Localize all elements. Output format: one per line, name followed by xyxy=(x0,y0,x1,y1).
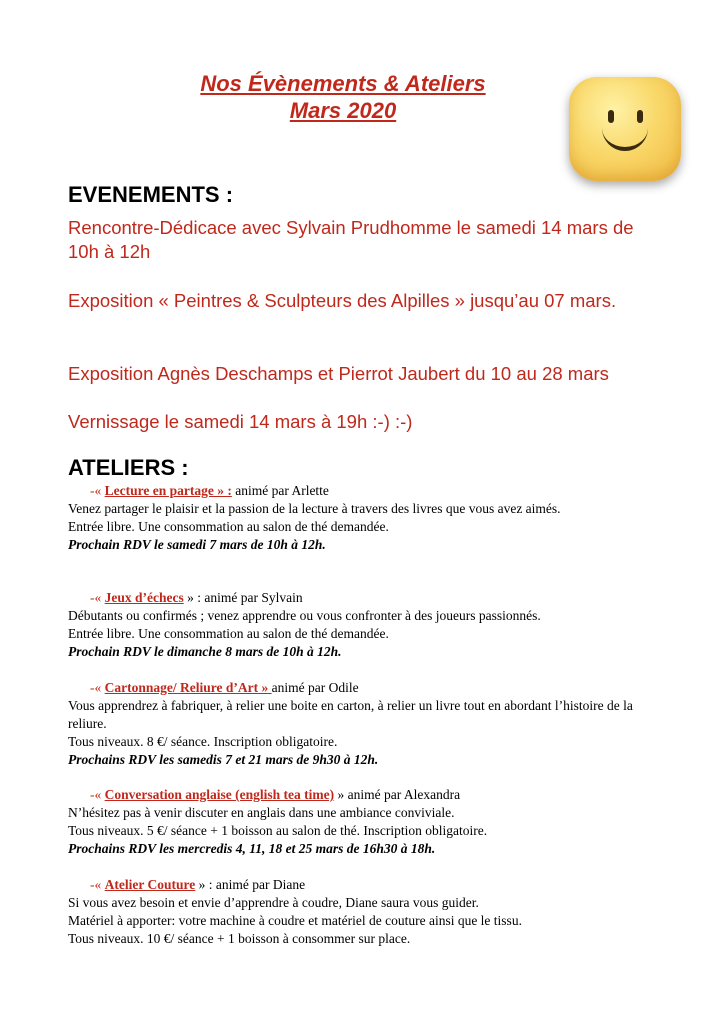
evenements-heading: EVENEMENTS : xyxy=(68,182,234,207)
atelier-host: animé par Odile xyxy=(271,680,359,695)
atelier-name: Lecture en partage » : xyxy=(104,483,232,498)
event-item: Vernissage le samedi 14 mars à 19h :-) :-) xyxy=(68,411,413,432)
atelier-name: Cartonnage/ Reliure d’Art » xyxy=(104,680,272,695)
atelier-next-rdv: Prochains RDV les samedis 7 et 21 mars de 9h30 à 12h. xyxy=(68,752,379,767)
atelier-description: Débutants ou confirmés ; venez apprendre ou vous confronter à des joueurs passionnés. xyxy=(68,608,541,623)
atelier-conversation-anglaise xyxy=(68,786,668,858)
smiley-left-eye xyxy=(608,110,614,123)
atelier-echecs xyxy=(68,589,668,661)
atelier-conditions: Entrée libre. Une consommation au salon de thé demandée. xyxy=(68,519,389,534)
atelier-name: Atelier Couture xyxy=(104,877,196,892)
smiley-right-eye xyxy=(637,110,643,123)
atelier-next-rdv: Prochain RDV le samedi 7 mars de 10h à 12h. xyxy=(68,537,326,552)
atelier-prefix: -« xyxy=(90,787,105,802)
atelier-next-rdv: Prochains RDV les mercredis 4, 11, 18 et 25 mars de 16h30 à 18h. xyxy=(68,841,436,856)
atelier-conditions: Tous niveaux. 8 €/ séance. Inscription obligatoire. xyxy=(68,734,338,749)
atelier-prefix: -« xyxy=(90,483,105,498)
ateliers-heading: ATELIERS : xyxy=(68,455,189,480)
atelier-conditions: Tous niveaux. 10 €/ séance + 1 boisson à consommer sur place. xyxy=(68,931,411,946)
event-item: Exposition « Peintres & Sculpteurs des Alpilles » jusqu’au 07 mars. xyxy=(68,290,617,311)
atelier-host: animé par Arlette xyxy=(231,483,329,498)
atelier-host: » animé par Alexandra xyxy=(334,787,461,802)
atelier-prefix: -« xyxy=(90,590,105,605)
atelier-conditions: Entrée libre. Une consommation au salon de thé demandée. xyxy=(68,626,389,641)
atelier-heading xyxy=(68,679,668,697)
atelier-next-rdv: Prochain RDV le dimanche 8 mars de 10h à 12h. xyxy=(68,644,342,659)
atelier-host: » : animé par Diane xyxy=(195,877,306,892)
atelier-prefix: -« xyxy=(90,680,105,695)
atelier-host: » : animé par Sylvain xyxy=(183,590,303,605)
atelier-lecture xyxy=(68,482,668,554)
atelier-conditions: Tous niveaux. 5 €/ séance + 1 boisson au salon de thé. Inscription obligatoire. xyxy=(68,823,488,838)
atelier-heading xyxy=(68,786,668,804)
atelier-couture xyxy=(68,876,668,948)
atelier-description: Venez partager le plaisir et la passion de la lecture à travers des livres que vous avez aimés. xyxy=(68,501,561,516)
atelier-heading xyxy=(68,589,668,607)
atelier-materials: Matériel à apporter: votre machine à coudre et matériel de couture ainsi que le tissu. xyxy=(68,913,522,928)
atelier-name: Conversation anglaise (english tea time) xyxy=(104,787,335,802)
event-item: Exposition Agnès Deschamps et Pierrot Jaubert du 10 au 28 mars xyxy=(68,363,609,384)
atelier-name: Jeux d’échecs xyxy=(104,590,184,605)
atelier-heading xyxy=(68,876,668,894)
event-item: Rencontre-Dédicace avec Sylvain Prudhomme le samedi 14 mars de 10h à 12h xyxy=(68,217,634,262)
atelier-cartonnage xyxy=(68,679,668,769)
title-line-2: Mars 2020 xyxy=(289,98,397,123)
atelier-description: Si vous avez besoin et envie d’apprendre à coudre, Diane saura vous guider. xyxy=(68,895,479,910)
title-line-1: Nos Évènements & Ateliers xyxy=(200,71,486,96)
atelier-description: N’hésitez pas à venir discuter en anglais dans une ambiance conviviale. xyxy=(68,805,455,820)
atelier-heading xyxy=(68,482,668,500)
atelier-prefix: -« xyxy=(90,877,105,892)
smiley-face-icon xyxy=(569,77,681,181)
atelier-description: Vous apprendrez à fabriquer, à relier une boite en carton, à relier un livre tout en abordant l’histoire de la reliure. xyxy=(68,698,633,731)
smiley-mouth xyxy=(602,125,648,151)
